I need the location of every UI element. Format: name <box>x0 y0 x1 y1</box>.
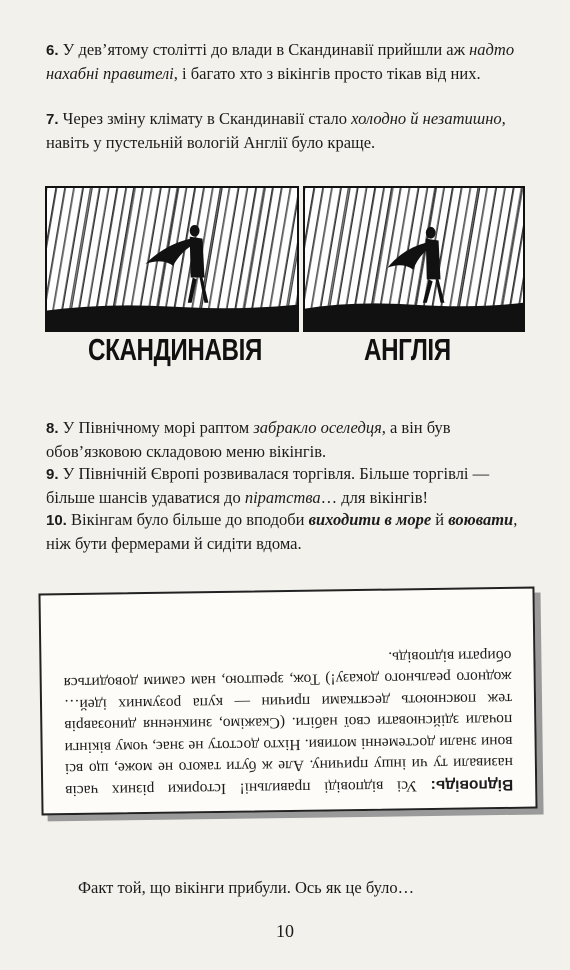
england-caption: АНГЛІЯ <box>364 332 451 367</box>
answer-box <box>38 587 537 816</box>
reason-text: Через зміну клімату в Скандинавії стало <box>62 109 352 128</box>
reason-number: 10. <box>46 512 67 529</box>
reason-emphasis: забракло оселедця <box>253 418 382 437</box>
reason-9 <box>46 462 536 509</box>
reason-6 <box>46 38 536 85</box>
reason-number: 9. <box>46 466 59 483</box>
reason-emphasis: холодно й незатишно <box>351 109 502 128</box>
answer-body: Усі відповіді правильні! Історики різних часів називали ту чи іншу причину. Але ж бути такого не може, що всі вони знали достеменні мотиви. Ніхто достоту не знає, чому вікінги почали здійснювати свої набіги. (Скажімо, зникнення динозаврів теж пояснюють десятками причин — купа розумних ідей… жодного реального доказу!) Тож, зрештою, нам самим доводиться обирати відповідь. <box>63 646 514 800</box>
reason-10 <box>46 508 536 555</box>
reason-number: 7. <box>46 111 59 128</box>
reason-emphasis-2: воювати <box>448 510 514 529</box>
answer-text <box>63 644 513 801</box>
reason-text: Вікінгам було більше до вподоби <box>70 510 309 529</box>
closing-line: Факт той, що вікінги прибули. Ось як це було… <box>78 878 415 897</box>
reason-emphasis: надто нахабні правителі <box>46 40 515 83</box>
england-panel <box>303 186 525 332</box>
reason-text: У дев’ятому столітті до влади в Скандинавії прийшли аж <box>62 40 470 59</box>
reason-7 <box>46 107 536 154</box>
reason-text-end: , навіть у пустельній вологій Англії було краще. <box>46 109 506 152</box>
page-number: 10 <box>276 921 294 941</box>
reason-text-end: , ніж бути фермерами й сидіти вдома. <box>46 510 518 553</box>
rain-storm-illustration <box>305 188 523 330</box>
reason-emphasis: виходити в море <box>308 510 432 529</box>
rain-storm-illustration <box>47 188 297 330</box>
reason-text-mid: й <box>431 510 449 529</box>
reason-8 <box>46 416 536 463</box>
reason-number: 8. <box>46 420 59 437</box>
answer-label: Відповідь: <box>430 775 514 795</box>
scandinavia-caption: СКАНДИНАВІЯ <box>88 332 262 367</box>
scandinavia-panel <box>45 186 299 332</box>
reason-text: У Північній Європі розвивалася торгівля. Більше торгівлі — більше шансів удаватися до <box>46 464 490 507</box>
reason-text: У Північному морі раптом <box>62 418 254 437</box>
reason-emphasis: піратства <box>244 488 321 507</box>
reason-number: 6. <box>46 42 59 59</box>
reason-text-end: … для вікінгів! <box>320 488 429 507</box>
reason-text-end: , і багато хто з вікінгів просто тікав від них. <box>173 64 481 83</box>
reason-text-end: , а він був обов’язковою складовою меню вікінгів. <box>46 418 451 461</box>
